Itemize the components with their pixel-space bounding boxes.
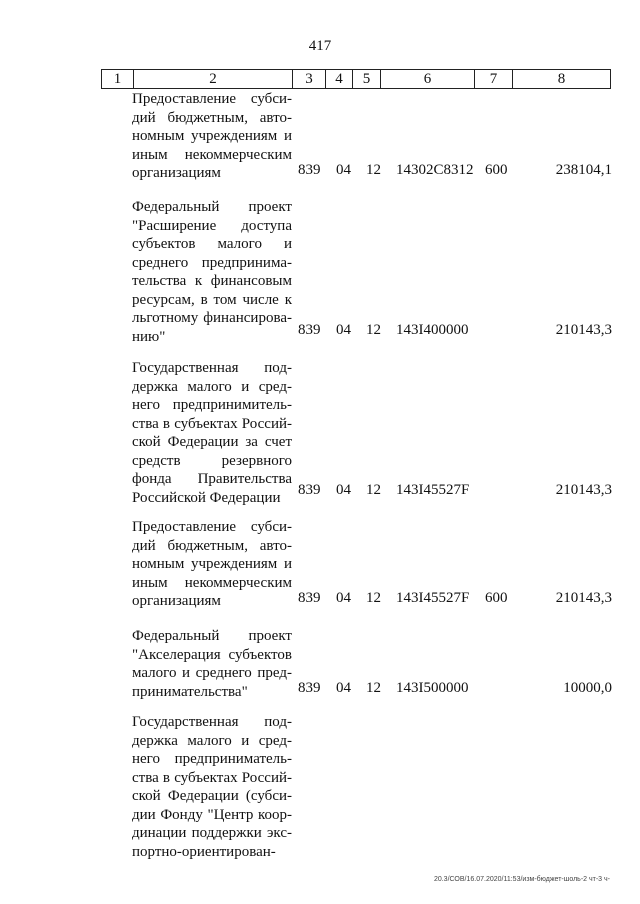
row-description [132, 518, 292, 611]
description-line: Предоставление субси- [132, 91, 292, 107]
description-line: ства в субъектах Россий- [132, 769, 292, 786]
row-description [132, 90, 292, 183]
row-description [132, 198, 292, 346]
description-line: держка малого и сред- [132, 732, 292, 749]
cell-amount: 210143,3 [555, 482, 612, 498]
description-line: льготному финансирова- [132, 310, 292, 326]
description-line: фонда Правительства [132, 471, 292, 487]
cell-subsection: 12 [366, 590, 381, 606]
header-col-5: 5 [352, 70, 380, 88]
cell-ministry-code: 839 [298, 162, 321, 178]
description-line: ской Федерации за счет [132, 434, 292, 450]
description-line: дий бюджетным, авто- [132, 109, 292, 126]
description-line: Федеральный проект [132, 199, 292, 215]
page-number: 417 [308, 38, 332, 54]
description-line: динации поддержки экс- [132, 825, 292, 841]
description-line: средств резервного [132, 452, 292, 469]
cell-section: 04 [336, 322, 351, 338]
description-line: Предоставление субси- [132, 519, 292, 535]
cell-subsection: 12 [366, 322, 381, 338]
cell-subsection: 12 [366, 162, 381, 178]
cell-subsection: 12 [366, 680, 381, 696]
description-line: портно-ориентирован- [132, 843, 276, 860]
description-line: ресурсам, в том числе к [132, 291, 292, 308]
header-col-7: 7 [474, 70, 512, 88]
header-col-8: 8 [512, 70, 610, 88]
description-line: малого и среднего пред- [132, 665, 292, 681]
header-col-4: 4 [325, 70, 352, 88]
cell-ministry-code: 839 [298, 322, 321, 338]
row-description [132, 713, 292, 861]
description-line: ства в субъектах Россий- [132, 415, 292, 432]
header-col-6: 6 [380, 70, 474, 88]
cell-amount: 10000,0 [563, 680, 612, 696]
row-description [132, 627, 292, 701]
description-line: принимательства" [132, 683, 248, 700]
cell-target-article: 143I45527F [396, 482, 470, 498]
cell-ministry-code: 839 [298, 680, 321, 696]
cell-ministry-code: 839 [298, 482, 321, 498]
description-line: номным учреждениям и [132, 128, 292, 144]
description-line: дии Фонду "Центр коор- [132, 806, 292, 823]
cell-section: 04 [336, 482, 351, 498]
description-line: нию" [132, 328, 166, 345]
cell-target-article: 143I45527F [396, 590, 470, 606]
cell-ministry-code: 839 [298, 590, 321, 606]
row-description [132, 359, 292, 507]
table-header [101, 69, 611, 89]
cell-subsection: 12 [366, 482, 381, 498]
description-line: номным учреждениям и [132, 556, 292, 572]
cell-target-article: 14302С8312 [396, 162, 474, 178]
cell-amount: 210143,3 [555, 322, 612, 338]
description-line: иным некоммерческим [132, 574, 292, 591]
cell-expense-type: 600 [485, 590, 508, 606]
description-line: тельства к финансовым [132, 273, 292, 289]
cell-target-article: 143I500000 [396, 680, 469, 696]
description-line: дий бюджетным, авто- [132, 537, 292, 554]
description-line: "Расширение доступа [132, 217, 292, 234]
cell-expense-type: 600 [485, 162, 508, 178]
description-line: ской Федерации (субси- [132, 788, 292, 804]
description-line: него предпринимитель- [132, 397, 292, 413]
description-line: держка малого и сред- [132, 378, 292, 395]
description-line: Российской Федерации [132, 489, 281, 506]
description-line: субъектов малого и [132, 236, 292, 252]
cell-section: 04 [336, 590, 351, 606]
header-col-2: 2 [133, 70, 292, 88]
description-line: Государственная под- [132, 360, 292, 376]
cell-section: 04 [336, 162, 351, 178]
description-line: организациям [132, 165, 221, 181]
description-line: "Акселерация субъектов [132, 646, 292, 663]
description-line: Государственная под- [132, 714, 292, 730]
description-line: него предприниматель- [132, 751, 292, 767]
header-col-1: 1 [113, 71, 122, 87]
cell-target-article: 143I400000 [396, 322, 469, 338]
header-col-3: 3 [292, 70, 325, 88]
description-line: иным некоммерческим [132, 146, 292, 163]
cell-amount: 238104,1 [555, 162, 612, 178]
description-line: среднего предпринима- [132, 254, 292, 271]
description-line: Федеральный проект [132, 628, 292, 644]
cell-section: 04 [336, 680, 351, 696]
cell-amount: 210143,3 [555, 590, 612, 606]
description-line: организациям [132, 593, 221, 609]
document-footer: 20.3/СОВ/16.07.2020/11:53/изм-бюджет-шоль-2 чт-3 ч- [433, 876, 610, 883]
